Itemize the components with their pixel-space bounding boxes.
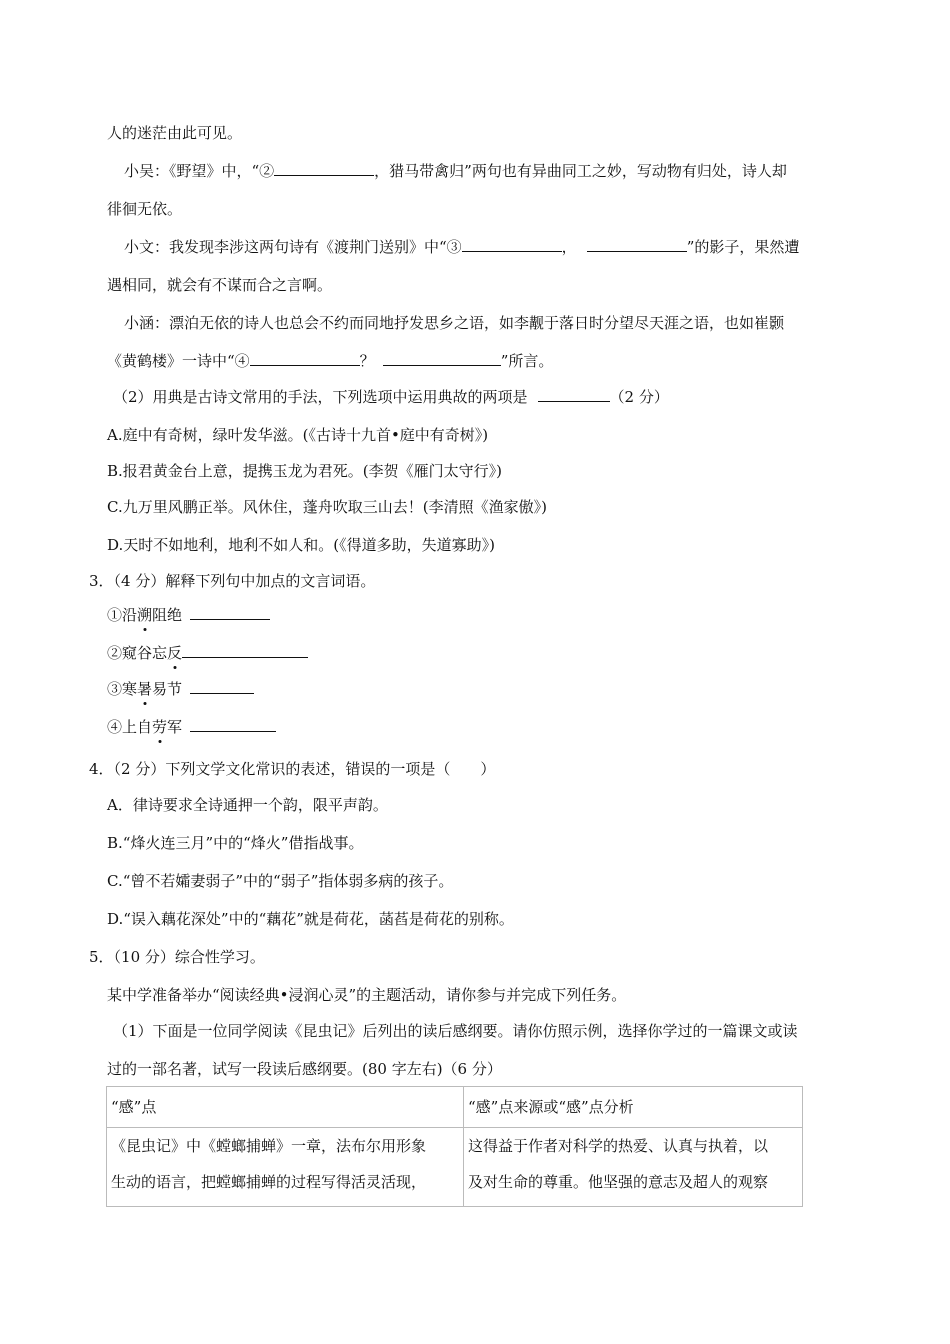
option-d: D.天时不如地利，地利不如人和。(《得道多助，失道寡助》) (107, 536, 495, 554)
q3-item-2-before: ②窥谷忘 (107, 644, 168, 662)
q3-item-1 (107, 605, 270, 625)
question-2-2 (113, 387, 669, 407)
question-4-stem: 4．（2 分）下列文学文化常识的表述，错误的一项是（ ） (89, 760, 496, 778)
blank-4b[interactable] (383, 351, 501, 366)
dotted-word: 溯 (137, 606, 153, 624)
q4-option-b: B.“烽火连三月”中的“烽火”借指战事。 (107, 834, 364, 852)
q3-item-4-before: ④上自 (107, 718, 153, 736)
cell-text-line: 生动的语言，把螳螂捕蝉的过程写得活灵活现， (111, 1173, 427, 1191)
option-a: A.庭中有奇树，绿叶发华滋。(《古诗十九首•庭中有奇树》) (107, 426, 489, 444)
q4-option-a: A．律诗要求全诗通押一个韵，限平声韵。 (107, 796, 388, 814)
q3-item-3-before: ③寒 (107, 680, 138, 698)
reading-outline-table (106, 1086, 803, 1207)
blank-3a[interactable] (462, 237, 562, 252)
q3-item-2 (107, 643, 308, 663)
xiaohan-text-post: ”所言。 (500, 352, 554, 370)
table-header-gan-point: “感”点 (107, 1087, 464, 1128)
paragraph-continuation: 人的迷茫由此可见。 (107, 124, 243, 142)
table-header-row (107, 1087, 803, 1128)
xiaowen-cont: 遇相同，就会有不谋而合之言啊。 (107, 276, 333, 294)
question-5-intro: 某中学准备举办“阅读经典•浸润心灵”的主题活动，请你参与并完成下列任务。 (107, 986, 627, 1004)
xiaowu-text-post: ，猎马带禽归”两句也有异曲同工之妙，写动物有归处，诗人却 (374, 162, 787, 180)
xiaowen-text-post: ”的影子，果然遭 (686, 238, 800, 256)
q3-item-3-after: 易节 (152, 680, 183, 698)
xiaohan-line1: 小涵：漂泊无依的诗人也总会不约而同地抒发思乡之语，如李觏于落日时分望尽天涯之语，也如崔颢 (124, 314, 785, 332)
dotted-word: 劳 (152, 718, 168, 736)
q3-item-3 (107, 679, 254, 699)
answer-blank-3-4[interactable] (190, 717, 276, 732)
xiaowu-text-pre: 小吴：《野望》中，“② (124, 162, 275, 180)
xiaowen-text-pre: 小文：我发现李涉这两句诗有《渡荆门送别》中“③ (124, 238, 462, 256)
table-row (107, 1128, 803, 1207)
option-b: B.报君黄金台上意，提携玉龙为君死。(李贺《雁门太守行》) (107, 462, 502, 480)
dotted-word: 反 (167, 644, 183, 662)
question-5-1-line1: （1）下面是一位同学阅读《昆虫记》后列出的读后感纲要。请你仿照示例，选择你学过的一篇课文或读 (113, 1022, 798, 1040)
xiaowu-cont: 徘徊无依。 (107, 200, 183, 218)
question-5-1-line2: 过的一部名著，试写一段读后感纲要。(80 字左右)（6 分） (107, 1060, 502, 1078)
blank-3b[interactable] (587, 237, 687, 252)
question-2-2-stem: （2）用典是古诗文常用的手法，下列选项中运用典故的两项是 (113, 388, 528, 406)
q3-item-4-after: 军 (167, 718, 183, 736)
question-5-stem: 5．（10 分）综合性学习。 (89, 948, 265, 966)
cell-text-line: 及对生命的尊重。他坚强的意志及超人的观察 (468, 1173, 769, 1191)
answer-blank-3-2[interactable] (182, 643, 308, 658)
blank-4a[interactable] (250, 351, 360, 366)
cell-text-line: 这得益于作者对科学的热爱、认真与执着，以 (468, 1137, 769, 1155)
answer-blank-3-1[interactable] (190, 605, 270, 620)
xiaowen-line (124, 237, 799, 257)
option-c: C.九万里风鹏正举。风休住，蓬舟吹取三山去！(李清照《渔家傲》) (107, 498, 547, 516)
q4-option-d: D.“误入藕花深处”中的“藕花”就是荷花，菡萏是荷花的别称。 (107, 910, 514, 928)
q4-option-c: C.“曾不若孀妻弱子”中的“弱子”指体弱多病的孩子。 (107, 872, 454, 890)
xiaohan-text-pre: 《黄鹤楼》一诗中“④ (107, 352, 250, 370)
answer-blank-3-3[interactable] (190, 679, 254, 694)
table-header-gan-analysis: “感”点来源或“感”点分析 (464, 1087, 803, 1128)
xiaowen-comma: ， (561, 238, 577, 256)
dotted-word: 暑 (137, 680, 153, 698)
blank-2[interactable] (274, 161, 374, 176)
question-3-stem: 3．（4 分）解释下列句中加点的文言词语。 (89, 572, 376, 590)
xiaohan-question-mark: ？ (359, 352, 375, 370)
question-2-2-score: （2 分） (609, 388, 669, 406)
xiaowu-line (124, 161, 787, 181)
q3-item-4 (107, 717, 276, 737)
q3-item-1-after: 阻绝 (152, 606, 183, 624)
table-cell-example-point (107, 1128, 464, 1207)
answer-blank-2-2[interactable] (538, 387, 610, 402)
q3-item-1-before: ①沿 (107, 606, 138, 624)
cell-text-line: 《昆虫记》中《螳螂捕蝉》一章，法布尔用形象 (111, 1137, 427, 1155)
xiaohan-line2 (107, 351, 553, 371)
table-cell-example-analysis (464, 1128, 803, 1207)
